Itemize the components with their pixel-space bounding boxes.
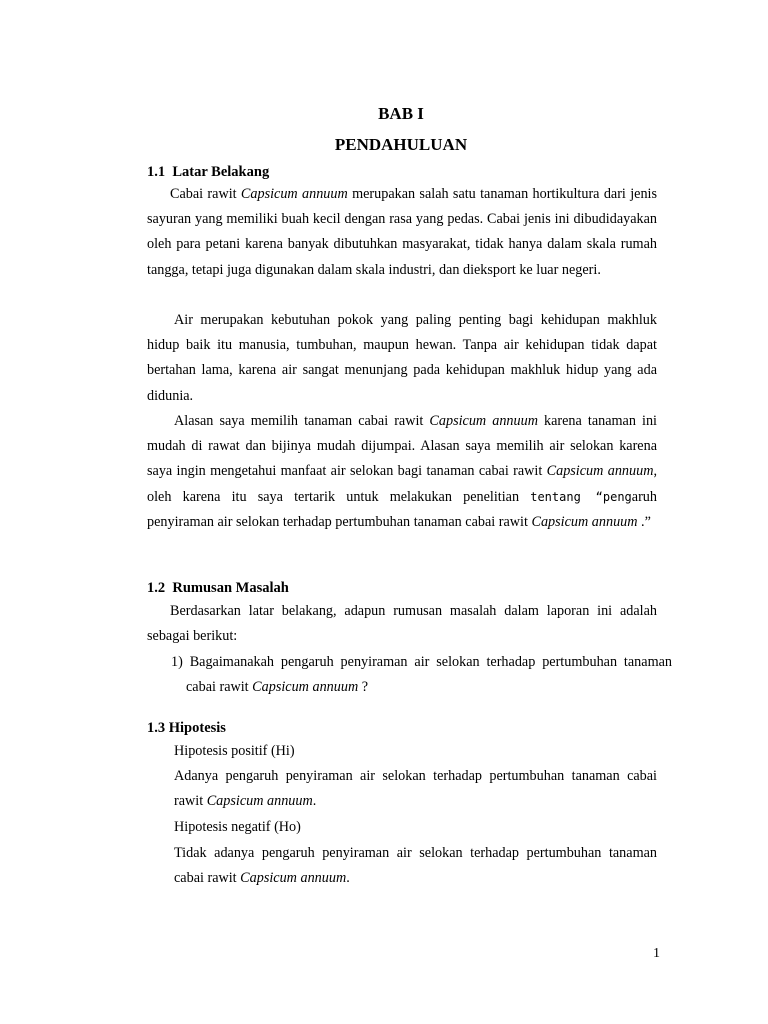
text-run: 1) Bagaimanakah pengaruh penyiraman air selokan terhadap pertumbuhan tanaman cabai rawit (171, 654, 672, 696)
scientific-name: Capsicum annuum (531, 513, 638, 530)
text-run: . (312, 793, 317, 810)
text-run: Alasan saya memilih tanaman cabai rawit (174, 413, 430, 429)
text-run: . (346, 870, 350, 887)
text-run: merupakan salah satu tanaman hortikultura dari jenis sayuran yang memiliki buah kecil dengan rasa yang pedas. Cabai jenis ini dibudidayakan oleh para petani karena banyak dibutuhkan masyarakat, tidak hanya dalam skala rumah tangga, tetapi juga digunakan dalam skala industri, dan dieksport ke luar negeri. (147, 186, 658, 278)
text-run: , oleh karena itu saya tertarik untuk melakukan penelitian (147, 463, 658, 505)
hypothesis-positive-label: Hipotesis positif (Hi) (174, 743, 295, 759)
text-run-mono: tentang “peng (530, 489, 632, 504)
section-heading-latar-belakang: 1.1 Latar Belakang (147, 164, 270, 180)
scientific-name: Capsicum annuum (429, 413, 538, 429)
text-run: ? (358, 679, 369, 696)
paragraph-latar-belakang-3 (147, 409, 657, 535)
section-heading-rumusan-masalah: 1.2 Rumusan Masalah (147, 580, 289, 596)
text-run: karena tanaman ini mudah di rawat dan bijinya mudah dijumpai. Alasan saya memilih air selokan karena saya ingin mengetahui manfaat air selokan bagi tanaman cabai rawit (147, 413, 657, 480)
paragraph-rumusan-masalah: Berdasarkan latar belakang, adapun rumusan masalah dalam laporan ini adalah sebagai berikut: (147, 603, 657, 645)
scientific-name: Capsicum annuum (206, 793, 313, 810)
page-number: 1 (653, 946, 660, 961)
text-run: Tidak adanya pengaruh penyiraman air selokan terhadap pertumbuhan tanaman cabai rawit (174, 845, 657, 887)
paragraph-latar-belakang-2: Air merupakan kebutuhan pokok yang paling penting bagi kehidupan makhluk hidup baik itu manusia, tumbuhan, maupun hewan. Tanpa air kehidupan tidak dapat bertahan lama, karena air sangat menunjang pada kehidupan makhluk hidup yang ada didunia. (147, 312, 657, 404)
chapter-title: PENDAHULUAN (334, 135, 468, 154)
hypothesis-negative-text (174, 841, 657, 891)
scientific-name: Capsicum annuum (546, 463, 654, 480)
scientific-name: Capsicum annuum (240, 186, 348, 202)
hypothesis-positive-text (174, 764, 657, 814)
text-run: aruh penyiraman air selokan terhadap pertumbuhan tanaman cabai rawit (147, 488, 657, 530)
text-run: .” (637, 513, 651, 530)
text-run: Adanya pengaruh penyiraman air selokan terhadap pertumbuhan tanaman cabai rawit (174, 768, 657, 810)
hypothesis-negative-label: Hipotesis negatif (Ho) (174, 819, 301, 835)
scientific-name: Capsicum annuum (240, 870, 347, 887)
section-heading-hipotesis: 1.3 Hipotesis (147, 720, 226, 736)
list-item-rumusan-1 (171, 650, 672, 700)
chapter-number: BAB I (378, 104, 424, 123)
paragraph-latar-belakang-1 (147, 182, 657, 283)
scientific-name: Capsicum annuum (252, 679, 359, 696)
text-run: Cabai rawit (170, 186, 241, 202)
